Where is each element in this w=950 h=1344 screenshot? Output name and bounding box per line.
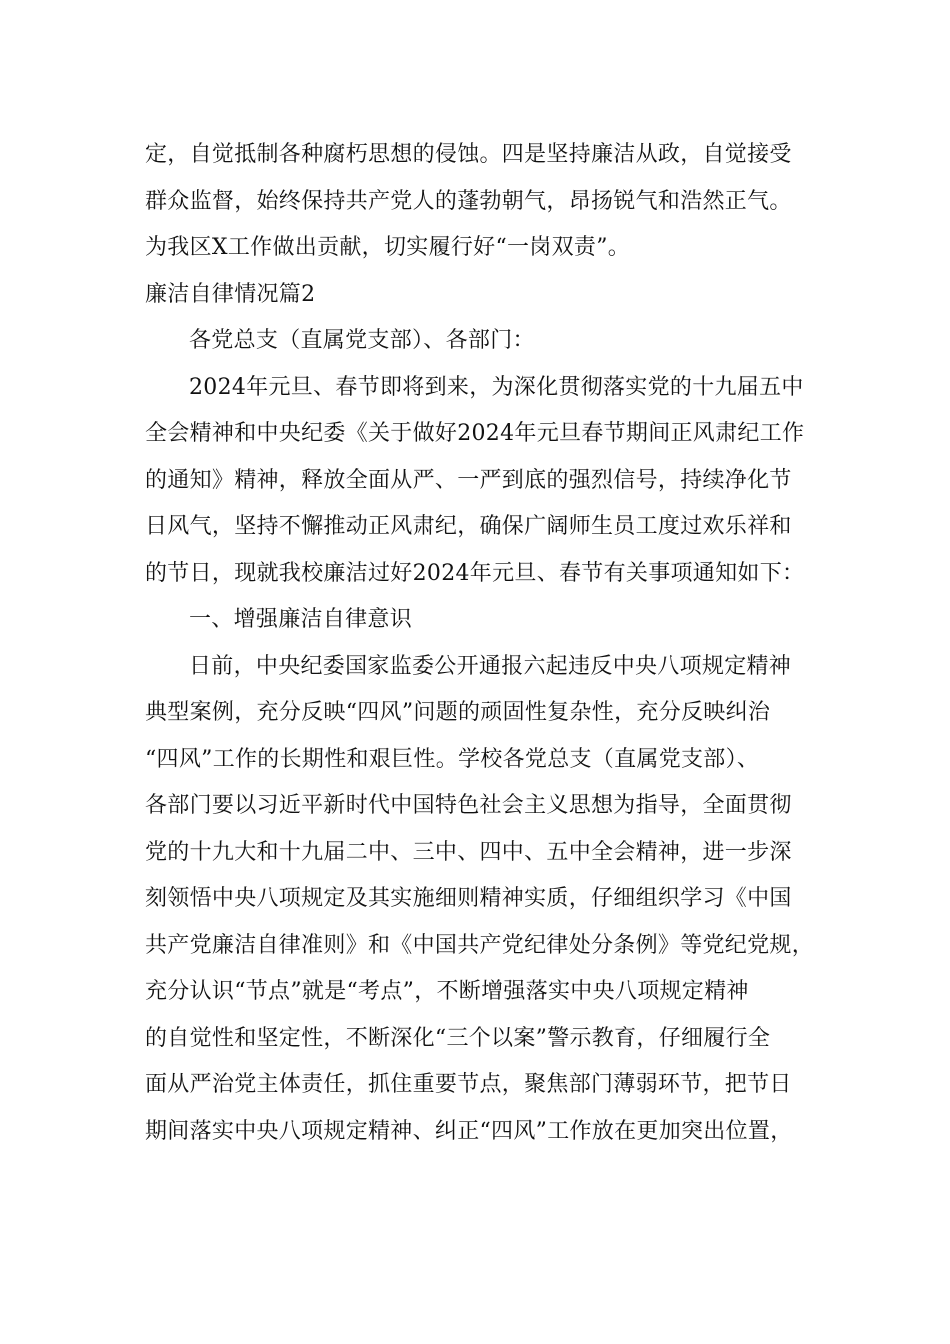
text-line: 党的十九大和十九届二中、三中、四中、五中全会精神，进一步深 [145,839,792,865]
text-line: 为我区X工作做出贡献，切实履行好“一岗双责”。 [145,235,631,260]
subsection-heading: 一、增强廉洁自律意识 [189,607,413,632]
text-line: 日风气，坚持不懈推动正风肃纪，确保广阔师生员工度过欢乐祥和 [145,514,792,539]
text-line: 典型案例，充分反映“四风”问题的顽固性复杂性，充分反映纠治 [145,700,771,725]
text-line: 群众监督，始终保持共产党人的蓬勃朝气，昂扬锐气和浩然正气。 [145,188,792,214]
text-line: 各部门要以习近平新时代中国特色社会主义思想为指导，全面贯彻 [145,793,792,818]
text-line: 刻领悟中央八项规定及其实施细则精神实质，仔细组织学习《中国 [145,886,792,911]
document-body [145,132,845,1155]
text-line: 充分认识“节点”就是“考点”，不断增强落实中央八项规定精神 [145,979,749,1004]
text-line: 共产党廉洁自律准则》和《中国共产党纪律处分条例》等党纪党规， [145,932,815,958]
section-heading: 廉洁自律情况篇2 [145,281,316,307]
text-line: 期间落实中央八项规定精神、纠正“四风”工作放在更加突出位置， [145,1118,793,1144]
text-line: 的自觉性和坚定性，不断深化“三个以案”警示教育，仔细履行全 [145,1025,771,1051]
text-line: “四风”工作的长期性和艰巨性。学校各党总支（直属党支部）、 [145,746,760,772]
text-line: 面从严治党主体责任，抓住重要节点，聚焦部门薄弱环节，把节日 [145,1072,792,1097]
text-line: 的通知》精神，释放全面从严、一严到底的强烈信号，持续净化节 [145,467,792,493]
text-line: 全会精神和中央纪委《关于做好2024年元旦春节期间正风肃纪工作 [145,421,805,446]
text-line: 定，自觉抵制各种腐朽思想的侵蚀。四是坚持廉洁从政，自觉接受 [145,142,792,167]
text-line: 日前，中央纪委国家监委公开通报六起违反中央八项规定精神 [189,653,792,679]
text-line: 2024年元旦、春节即将到来，为深化贯彻落实党的十九届五中 [189,374,804,400]
text-line: 的节日，现就我校廉洁过好2024年元旦、春节有关事项通知如下： [145,560,805,586]
salutation-line: 各党总支（直属党支部）、各部门： [189,328,535,353]
